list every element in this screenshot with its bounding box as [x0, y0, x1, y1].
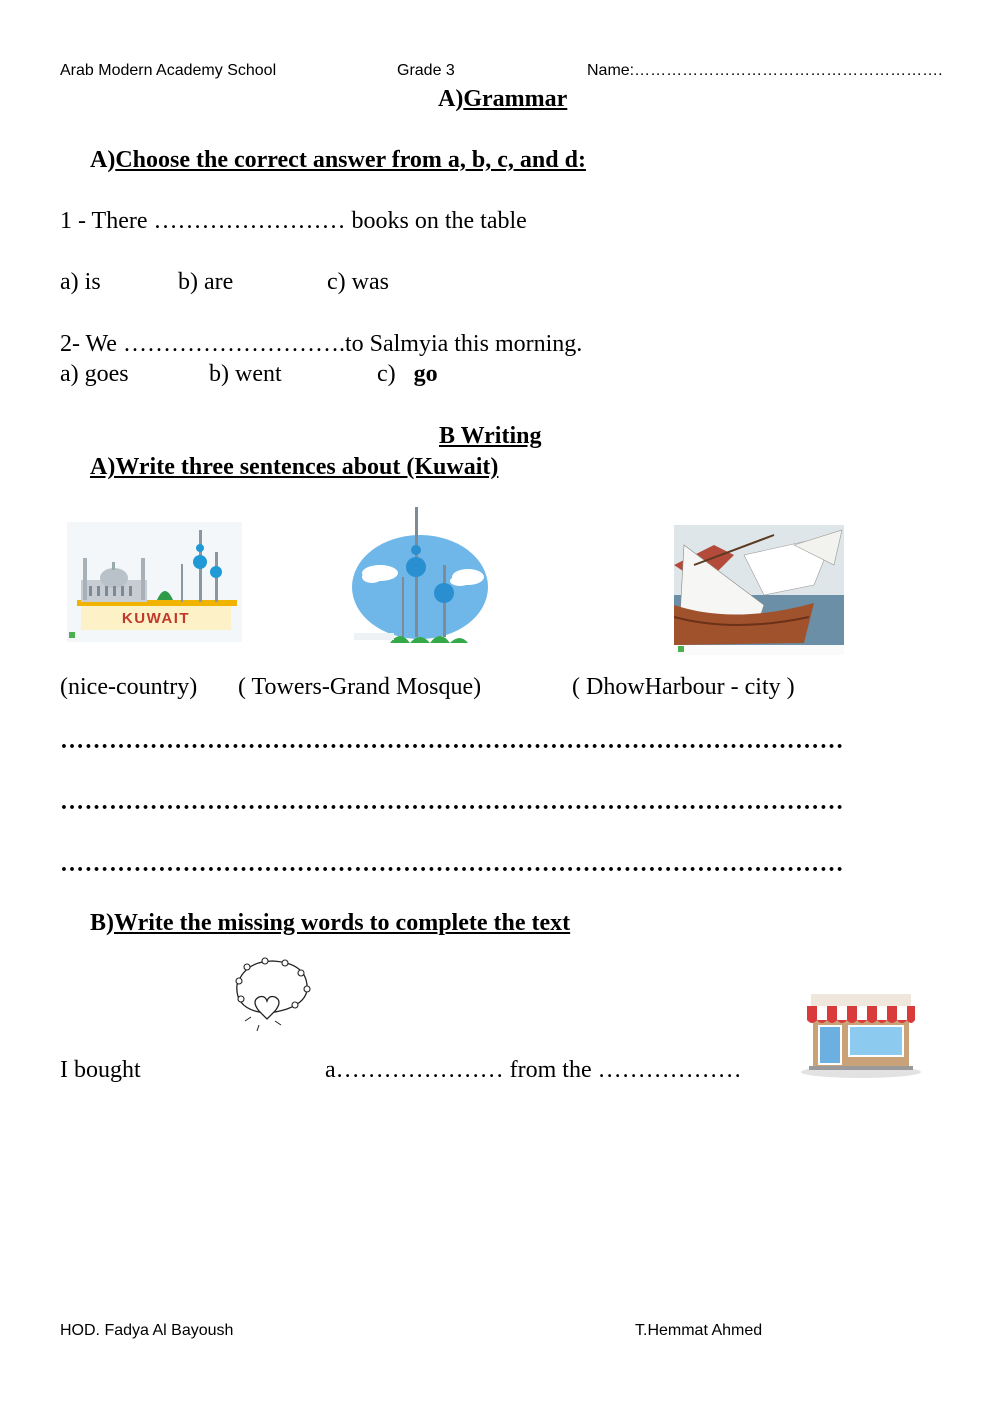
writing-task-a: A)Write three sentences about (Kuwait)	[90, 454, 499, 480]
q1-option-b[interactable]: b) are	[178, 269, 234, 295]
bracelet-image	[225, 955, 313, 1035]
writing-heading: B Writing	[439, 423, 542, 449]
q2-option-c-letter: c)	[377, 361, 396, 387]
shop-image	[793, 968, 923, 1080]
answer-line-1[interactable]: ……………………………………………………………………………………	[60, 728, 844, 754]
writing-task-b	[90, 910, 570, 937]
footer-hod: HOD. Fadya Al Bayoush	[60, 1322, 234, 1339]
footer-teacher: T.Hemmat Ahmed	[635, 1322, 763, 1339]
answer-line-2[interactable]: ……………………………………………………………………………………	[60, 789, 844, 815]
q1-option-a[interactable]: a) is	[60, 269, 101, 295]
q2-option-a[interactable]: a) goes	[60, 361, 129, 387]
question-2: 2- We ……………………….to Salmyia this morning.	[60, 331, 583, 357]
sentence-start: I bought	[60, 1057, 141, 1083]
question-1: 1 - There …………………… books on the table	[60, 208, 527, 234]
grammar-instruction-prefix: A)	[90, 147, 116, 173]
kuwait-mosque-image	[67, 522, 242, 642]
hint-dhow-harbour: ( DhowHarbour - city )	[572, 674, 795, 700]
kuwait-banner-text: KUWAIT	[121, 610, 191, 627]
hint-nice-country: (nice-country)	[60, 674, 198, 700]
q2-option-c-word: go	[413, 361, 438, 387]
q1-option-c[interactable]: c) was	[327, 269, 389, 295]
answer-line-3[interactable]: ……………………………………………………………………………………	[60, 851, 844, 877]
q2-option-c[interactable]	[377, 361, 438, 388]
school-name: Arab Modern Academy School	[60, 62, 277, 79]
grammar-heading	[438, 86, 567, 113]
writing-task-b-text: Write the missing words to complete the text	[114, 910, 571, 936]
grammar-heading-prefix: A)	[438, 86, 464, 112]
grade-label: Grade 3	[397, 62, 455, 79]
sentence-blanks[interactable]: a………………… from the ………………	[325, 1057, 742, 1083]
grammar-instruction-text: Choose the correct answer from a, b, c, and d:	[115, 147, 586, 173]
grammar-instruction	[90, 147, 586, 174]
q2-option-b[interactable]: b) went	[209, 361, 282, 387]
hint-towers-mosque: ( Towers-Grand Mosque)	[238, 674, 482, 700]
dhow-harbour-image	[674, 525, 844, 655]
name-field[interactable]: Name:………………………………………………….	[587, 62, 943, 79]
grammar-heading-title: Grammar	[463, 86, 568, 112]
writing-task-b-prefix: B)	[90, 910, 114, 936]
kuwait-towers-image	[350, 505, 490, 650]
